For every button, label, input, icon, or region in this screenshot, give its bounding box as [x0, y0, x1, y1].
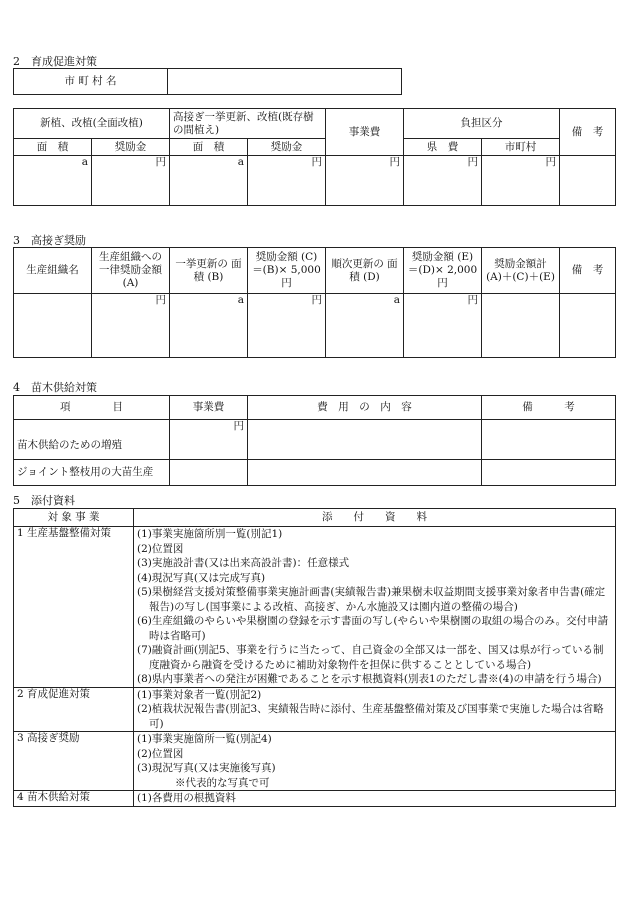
municipality-table: [13, 68, 402, 95]
header-top-grafting: 高接ぎ一挙更新、改植(既存樹の間植え): [170, 109, 326, 139]
doc-item: (4)現況写真(又は完成写真): [137, 571, 266, 584]
doc-item: (2)植栽状況報告書(別記3、実績報告時に添付、生産基盤整備対策及び国事業で実施した場合は省略可): [137, 703, 604, 730]
cell-pref-cost[interactable]: 円: [404, 156, 482, 206]
doc-item: (8)県内事業者への発注が困難であることを示す根拠資料(別表1のただし書※(4)の申請を行う場合): [137, 673, 602, 685]
cell-award-e[interactable]: 円: [404, 294, 482, 358]
doc-item: (5)果樹経営支援対策整備事業実施計画書(実績報告書)兼果樹未収益期間支援事業対象者申告書(確定報告)の写し(国事業による改植、高接ぎ、かん水施設又は園内道の整備の場合): [137, 586, 606, 613]
cell-bulk-area[interactable]: a: [170, 294, 248, 358]
cell-award-total[interactable]: [482, 294, 560, 358]
cell-flat-award[interactable]: 円: [92, 294, 170, 358]
header-pref-cost: 県 費: [404, 139, 482, 156]
cell-city-cost[interactable]: 円: [482, 156, 560, 206]
doc-item: (1)事業実施箇所一覧(別記4): [137, 733, 272, 745]
doc-item: (2)位置図: [137, 747, 184, 760]
cell-org-name[interactable]: [14, 294, 92, 358]
section-3-heading: 3 高接ぎ奨励: [13, 234, 86, 247]
cell-project-cost[interactable]: 円: [170, 420, 248, 460]
cell-gradual-area[interactable]: a: [326, 294, 404, 358]
header-project-cost: 事業費: [326, 109, 404, 156]
row-seedling-propagation: 苗木供給のための増殖: [14, 420, 170, 460]
header-new-planting: 新植、改植(全面改植): [14, 109, 170, 139]
doc-item: (7)融資計画(別記5、事業を行うに当たって、自己資金の全部又は一部を、国又は県が行っている制度融資から融資を受けるために補助対象物件を担保に供することとしている場合): [137, 644, 604, 671]
doc-item: (3)現況写真(又は実施後写真): [137, 762, 276, 774]
docs-infrastructure: [134, 527, 616, 688]
target-top-grafting: 3 高接ぎ奨励: [14, 732, 134, 791]
municipality-value[interactable]: [168, 69, 402, 95]
header-award-c: 奨励金額 (C)＝(B)× 5,000円: [248, 248, 326, 294]
docs-top-grafting: [134, 732, 616, 791]
doc-item: (6)生産組織のやらいや果樹園の登録を示す書面の写し(やらいや果樹園の取組の場合のみ。交付申請時は省略可): [137, 615, 609, 642]
docs-growth-promotion: [134, 687, 616, 732]
cell-award[interactable]: 円: [92, 156, 170, 206]
header-remarks: 備 考: [482, 396, 616, 420]
section-4-heading: 4 苗木供給対策: [13, 381, 97, 394]
header-remarks: 備 考: [560, 248, 616, 294]
cell-remarks[interactable]: [560, 156, 616, 206]
header-area: 面 積: [14, 139, 92, 156]
doc-item: (2)位置図: [137, 542, 184, 555]
header-target-project: 対 象 事 業: [14, 509, 134, 527]
cell-area[interactable]: a: [14, 156, 92, 206]
header-award: 奨励金: [92, 139, 170, 156]
seedling-supply-table: [13, 395, 616, 486]
header-item: 項 目: [14, 396, 170, 420]
doc-item: (3)実施設計書(又は出来高設計書)：任意様式: [137, 557, 350, 569]
header-attachments: 添 付 資 料: [134, 509, 616, 527]
cell-remarks[interactable]: [560, 294, 616, 358]
header-org-name: 生産組織名: [14, 248, 92, 294]
header-cost-content: 費 用 の 内 容: [248, 396, 482, 420]
doc-item: (1)事業対象者一覧(別記2): [137, 688, 262, 701]
section-5-heading: 5 添付資料: [13, 494, 75, 507]
cell-award[interactable]: 円: [248, 156, 326, 206]
header-gradual-area: 順次更新の 面 積 (D): [326, 248, 404, 294]
target-seedling-supply: 4 苗木供給対策: [14, 791, 134, 807]
municipality-label: 市 町 村 名: [14, 69, 168, 95]
header-remarks: 備 考: [560, 109, 616, 156]
header-burden-share: 負担区分: [404, 109, 560, 139]
cell-area[interactable]: a: [170, 156, 248, 206]
cell-cost-content[interactable]: [248, 460, 482, 486]
section-2-heading: 2 育成促進対策: [13, 55, 97, 68]
doc-note: ※代表的な写真で可: [175, 776, 270, 789]
top-grafting-table: [13, 247, 616, 358]
doc-item: (1)各費用の根拠資料: [137, 792, 236, 804]
header-area: 面 積: [170, 139, 248, 156]
header-award-total: 奨励金額計 (A)＋(C)＋(E): [482, 248, 560, 294]
cell-award-c[interactable]: 円: [248, 294, 326, 358]
header-project-cost: 事業費: [170, 396, 248, 420]
header-award: 奨励金: [248, 139, 326, 156]
row-joint-seedling: ジョイント整枝用の大苗生産: [14, 460, 170, 486]
cell-remarks[interactable]: [482, 460, 616, 486]
doc-item: (1)事業実施箇所別一覧(別記1): [137, 528, 283, 540]
attachments-table: [13, 508, 616, 807]
cell-project-cost[interactable]: 円: [326, 156, 404, 206]
cell-cost-content[interactable]: [248, 420, 482, 460]
docs-seedling-supply: [134, 791, 616, 807]
target-growth-promotion: 2 育成促進対策: [14, 687, 134, 732]
header-city-cost: 市町村: [482, 139, 560, 156]
header-award-e: 奨励金額 (E)＝(D)× 2,000円: [404, 248, 482, 294]
header-flat-award: 生産組織への一律奨励金額 (A): [92, 248, 170, 294]
cell-remarks[interactable]: [482, 420, 616, 460]
target-infrastructure: 1 生産基盤整備対策: [14, 527, 134, 688]
growth-promotion-table: [13, 108, 616, 206]
cell-project-cost[interactable]: [170, 460, 248, 486]
header-bulk-area: 一挙更新の 面 積 (B): [170, 248, 248, 294]
